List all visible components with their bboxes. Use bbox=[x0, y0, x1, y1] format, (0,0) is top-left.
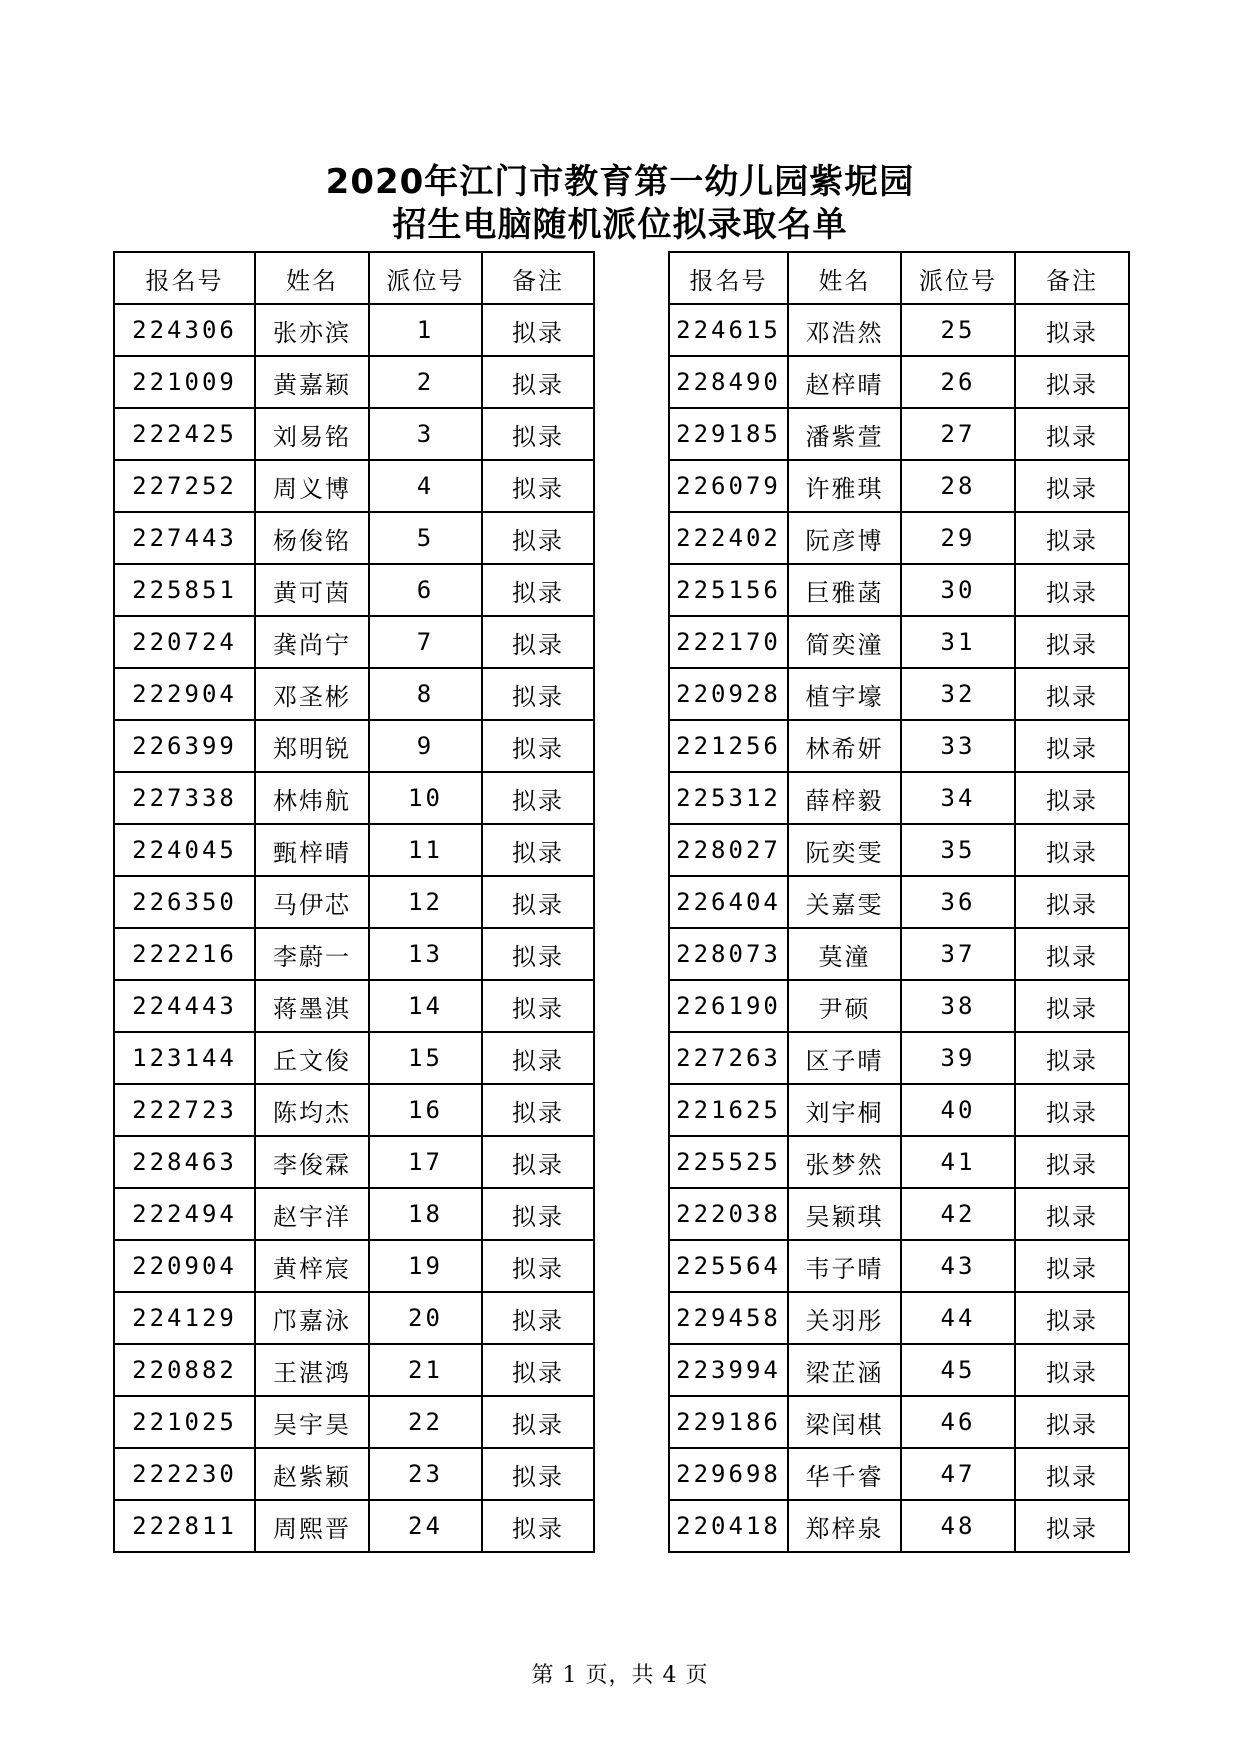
table-row bbox=[114, 876, 594, 928]
lottery-no-cell: 35 bbox=[901, 824, 1015, 876]
student-name-cell: 阮彦博 bbox=[788, 512, 901, 564]
student-name-cell: 吴颖琪 bbox=[788, 1188, 901, 1240]
admission-table-left bbox=[113, 251, 595, 1553]
table-row bbox=[669, 1396, 1129, 1448]
table-row bbox=[669, 824, 1129, 876]
registration-no-cell: 228027 bbox=[669, 824, 788, 876]
remarks-cell: 拟录 bbox=[482, 356, 594, 408]
student-name-cell: 陈均杰 bbox=[255, 1084, 369, 1136]
table-row bbox=[669, 408, 1129, 460]
lottery-no-cell: 30 bbox=[901, 564, 1015, 616]
remarks-cell: 拟录 bbox=[1015, 928, 1129, 980]
registration-no-cell: 220928 bbox=[669, 668, 788, 720]
remarks-cell: 拟录 bbox=[482, 980, 594, 1032]
lottery-no-cell: 5 bbox=[369, 512, 482, 564]
student-name-cell: 植宇壕 bbox=[788, 668, 901, 720]
table-row bbox=[114, 356, 594, 408]
table-row bbox=[669, 1292, 1129, 1344]
student-name-cell: 王湛鸿 bbox=[255, 1344, 369, 1396]
registration-no-cell: 221025 bbox=[114, 1396, 255, 1448]
table-row bbox=[669, 616, 1129, 668]
lottery-no-cell: 7 bbox=[369, 616, 482, 668]
lottery-no-cell: 13 bbox=[369, 928, 482, 980]
lottery-no-cell: 44 bbox=[901, 1292, 1015, 1344]
student-name-cell: 郑梓泉 bbox=[788, 1500, 901, 1552]
remarks-cell: 拟录 bbox=[1015, 564, 1129, 616]
table-row bbox=[114, 668, 594, 720]
student-name-cell: 刘易铭 bbox=[255, 408, 369, 460]
lottery-no-cell: 48 bbox=[901, 1500, 1015, 1552]
student-name-cell: 周熙晋 bbox=[255, 1500, 369, 1552]
student-name-cell: 韦子晴 bbox=[788, 1240, 901, 1292]
remarks-cell: 拟录 bbox=[1015, 356, 1129, 408]
registration-no-cell: 228463 bbox=[114, 1136, 255, 1188]
remarks-cell: 拟录 bbox=[482, 304, 594, 356]
table-row bbox=[669, 668, 1129, 720]
table-row bbox=[114, 1448, 594, 1500]
table-row bbox=[114, 408, 594, 460]
lottery-no-cell: 28 bbox=[901, 460, 1015, 512]
lottery-no-cell: 38 bbox=[901, 980, 1015, 1032]
table-row bbox=[114, 1500, 594, 1552]
lottery-no-cell: 11 bbox=[369, 824, 482, 876]
remarks-cell: 拟录 bbox=[1015, 668, 1129, 720]
lottery-no-cell: 24 bbox=[369, 1500, 482, 1552]
lottery-no-cell: 21 bbox=[369, 1344, 482, 1396]
table-row bbox=[114, 824, 594, 876]
registration-no-cell: 225564 bbox=[669, 1240, 788, 1292]
lottery-no-cell: 10 bbox=[369, 772, 482, 824]
lottery-no-cell: 17 bbox=[369, 1136, 482, 1188]
registration-no-cell: 222811 bbox=[114, 1500, 255, 1552]
registration-no-cell: 221009 bbox=[114, 356, 255, 408]
remarks-cell: 拟录 bbox=[1015, 1396, 1129, 1448]
table-row bbox=[114, 772, 594, 824]
registration-no-cell: 229458 bbox=[669, 1292, 788, 1344]
registration-no-cell: 224443 bbox=[114, 980, 255, 1032]
student-name-cell: 郑明锐 bbox=[255, 720, 369, 772]
registration-no-cell: 227252 bbox=[114, 460, 255, 512]
table-row bbox=[114, 616, 594, 668]
table-row bbox=[114, 1396, 594, 1448]
registration-no-cell: 222230 bbox=[114, 1448, 255, 1500]
registration-no-cell: 225525 bbox=[669, 1136, 788, 1188]
registration-no-cell: 227263 bbox=[669, 1032, 788, 1084]
registration-no-cell: 223994 bbox=[669, 1344, 788, 1396]
registration-no-cell: 123144 bbox=[114, 1032, 255, 1084]
lottery-no-cell: 47 bbox=[901, 1448, 1015, 1500]
table-row bbox=[669, 1084, 1129, 1136]
table-row bbox=[669, 772, 1129, 824]
table-row bbox=[114, 720, 594, 772]
registration-no-cell: 225312 bbox=[669, 772, 788, 824]
registration-no-cell: 222038 bbox=[669, 1188, 788, 1240]
table-row bbox=[114, 1084, 594, 1136]
remarks-cell: 拟录 bbox=[482, 772, 594, 824]
lottery-no-cell: 22 bbox=[369, 1396, 482, 1448]
remarks-cell: 拟录 bbox=[482, 564, 594, 616]
student-name-cell: 李俊霖 bbox=[255, 1136, 369, 1188]
table-row bbox=[669, 1448, 1129, 1500]
remarks-cell: 拟录 bbox=[482, 1188, 594, 1240]
student-name-cell: 潘紫萱 bbox=[788, 408, 901, 460]
student-name-cell: 吴宇昊 bbox=[255, 1396, 369, 1448]
lottery-no-cell: 33 bbox=[901, 720, 1015, 772]
student-name-cell: 简奕潼 bbox=[788, 616, 901, 668]
table-row bbox=[114, 1292, 594, 1344]
remarks-cell: 拟录 bbox=[1015, 1344, 1129, 1396]
student-name-cell: 关羽彤 bbox=[788, 1292, 901, 1344]
column-header-lottery-no: 派位号 bbox=[369, 252, 482, 304]
remarks-cell: 拟录 bbox=[482, 1500, 594, 1552]
remarks-cell: 拟录 bbox=[482, 1344, 594, 1396]
registration-no-cell: 221256 bbox=[669, 720, 788, 772]
student-name-cell: 龚尚宁 bbox=[255, 616, 369, 668]
table-row bbox=[114, 1188, 594, 1240]
remarks-cell: 拟录 bbox=[1015, 772, 1129, 824]
registration-no-cell: 228490 bbox=[669, 356, 788, 408]
table-row bbox=[114, 980, 594, 1032]
lottery-no-cell: 45 bbox=[901, 1344, 1015, 1396]
lottery-no-cell: 41 bbox=[901, 1136, 1015, 1188]
lottery-no-cell: 31 bbox=[901, 616, 1015, 668]
remarks-cell: 拟录 bbox=[482, 1396, 594, 1448]
lottery-no-cell: 32 bbox=[901, 668, 1015, 720]
lottery-no-cell: 26 bbox=[901, 356, 1015, 408]
lottery-no-cell: 15 bbox=[369, 1032, 482, 1084]
remarks-cell: 拟录 bbox=[482, 408, 594, 460]
remarks-cell: 拟录 bbox=[1015, 1500, 1129, 1552]
student-name-cell: 梁芷涵 bbox=[788, 1344, 901, 1396]
lottery-no-cell: 39 bbox=[901, 1032, 1015, 1084]
remarks-cell: 拟录 bbox=[482, 668, 594, 720]
student-name-cell: 阮奕雯 bbox=[788, 824, 901, 876]
student-name-cell: 刘宇桐 bbox=[788, 1084, 901, 1136]
table-row bbox=[669, 1240, 1129, 1292]
table-row bbox=[114, 1240, 594, 1292]
lottery-no-cell: 20 bbox=[369, 1292, 482, 1344]
remarks-cell: 拟录 bbox=[482, 1032, 594, 1084]
student-name-cell: 林炜航 bbox=[255, 772, 369, 824]
student-name-cell: 梁闰棋 bbox=[788, 1396, 901, 1448]
column-header-remarks: 备注 bbox=[482, 252, 594, 304]
table-row bbox=[114, 1136, 594, 1188]
lottery-no-cell: 3 bbox=[369, 408, 482, 460]
lottery-no-cell: 25 bbox=[901, 304, 1015, 356]
remarks-cell: 拟录 bbox=[482, 460, 594, 512]
remarks-cell: 拟录 bbox=[1015, 460, 1129, 512]
student-name-cell: 周义博 bbox=[255, 460, 369, 512]
student-name-cell: 黄梓宸 bbox=[255, 1240, 369, 1292]
student-name-cell: 区子晴 bbox=[788, 1032, 901, 1084]
registration-no-cell: 229698 bbox=[669, 1448, 788, 1500]
table-row bbox=[114, 304, 594, 356]
remarks-cell: 拟录 bbox=[482, 1084, 594, 1136]
remarks-cell: 拟录 bbox=[482, 1136, 594, 1188]
lottery-no-cell: 4 bbox=[369, 460, 482, 512]
lottery-no-cell: 12 bbox=[369, 876, 482, 928]
table-row bbox=[114, 460, 594, 512]
lottery-no-cell: 8 bbox=[369, 668, 482, 720]
table-header-row bbox=[669, 252, 1129, 304]
registration-no-cell: 225851 bbox=[114, 564, 255, 616]
table-row bbox=[669, 720, 1129, 772]
remarks-cell: 拟录 bbox=[1015, 616, 1129, 668]
student-name-cell: 丘文俊 bbox=[255, 1032, 369, 1084]
registration-no-cell: 226190 bbox=[669, 980, 788, 1032]
student-name-cell: 薛梓毅 bbox=[788, 772, 901, 824]
student-name-cell: 邓圣彬 bbox=[255, 668, 369, 720]
registration-no-cell: 227338 bbox=[114, 772, 255, 824]
table-row bbox=[669, 876, 1129, 928]
lottery-no-cell: 40 bbox=[901, 1084, 1015, 1136]
remarks-cell: 拟录 bbox=[1015, 1188, 1129, 1240]
column-header-registration-no: 报名号 bbox=[669, 252, 788, 304]
table-row bbox=[114, 1344, 594, 1396]
lottery-no-cell: 16 bbox=[369, 1084, 482, 1136]
registration-no-cell: 224615 bbox=[669, 304, 788, 356]
remarks-cell: 拟录 bbox=[1015, 1448, 1129, 1500]
remarks-cell: 拟录 bbox=[1015, 408, 1129, 460]
remarks-cell: 拟录 bbox=[1015, 512, 1129, 564]
remarks-cell: 拟录 bbox=[1015, 1084, 1129, 1136]
admission-table-right bbox=[668, 251, 1130, 1553]
remarks-cell: 拟录 bbox=[1015, 1032, 1129, 1084]
table-row bbox=[669, 980, 1129, 1032]
student-name-cell: 邓浩然 bbox=[788, 304, 901, 356]
registration-no-cell: 220724 bbox=[114, 616, 255, 668]
table-row bbox=[669, 1032, 1129, 1084]
table-row bbox=[669, 356, 1129, 408]
registration-no-cell: 221625 bbox=[669, 1084, 788, 1136]
student-name-cell: 张梦然 bbox=[788, 1136, 901, 1188]
student-name-cell: 尹硕 bbox=[788, 980, 901, 1032]
registration-no-cell: 228073 bbox=[669, 928, 788, 980]
lottery-no-cell: 18 bbox=[369, 1188, 482, 1240]
lottery-no-cell: 29 bbox=[901, 512, 1015, 564]
student-name-cell: 张亦滨 bbox=[255, 304, 369, 356]
lottery-no-cell: 36 bbox=[901, 876, 1015, 928]
student-name-cell: 华千睿 bbox=[788, 1448, 901, 1500]
student-name-cell: 莫潼 bbox=[788, 928, 901, 980]
student-name-cell: 巨雅菡 bbox=[788, 564, 901, 616]
registration-no-cell: 226079 bbox=[669, 460, 788, 512]
table-row bbox=[669, 460, 1129, 512]
registration-no-cell: 229186 bbox=[669, 1396, 788, 1448]
student-name-cell: 黄嘉颖 bbox=[255, 356, 369, 408]
registration-no-cell: 224306 bbox=[114, 304, 255, 356]
remarks-cell: 拟录 bbox=[1015, 720, 1129, 772]
registration-no-cell: 222425 bbox=[114, 408, 255, 460]
lottery-no-cell: 43 bbox=[901, 1240, 1015, 1292]
registration-no-cell: 229185 bbox=[669, 408, 788, 460]
remarks-cell: 拟录 bbox=[482, 616, 594, 668]
student-name-cell: 李蔚一 bbox=[255, 928, 369, 980]
student-name-cell: 蒋墨淇 bbox=[255, 980, 369, 1032]
student-name-cell: 关嘉雯 bbox=[788, 876, 901, 928]
table-row bbox=[114, 928, 594, 980]
lottery-no-cell: 27 bbox=[901, 408, 1015, 460]
lottery-no-cell: 2 bbox=[369, 356, 482, 408]
column-header-lottery-no: 派位号 bbox=[901, 252, 1015, 304]
registration-no-cell: 227443 bbox=[114, 512, 255, 564]
registration-no-cell: 222402 bbox=[669, 512, 788, 564]
table-row bbox=[669, 1188, 1129, 1240]
student-name-cell: 邝嘉泳 bbox=[255, 1292, 369, 1344]
registration-no-cell: 220904 bbox=[114, 1240, 255, 1292]
registration-no-cell: 220882 bbox=[114, 1344, 255, 1396]
table-row bbox=[114, 564, 594, 616]
lottery-no-cell: 37 bbox=[901, 928, 1015, 980]
remarks-cell: 拟录 bbox=[482, 1292, 594, 1344]
document-title-line-2: 招生电脑随机派位拟录取名单 bbox=[392, 205, 848, 245]
lottery-no-cell: 23 bbox=[369, 1448, 482, 1500]
lottery-no-cell: 9 bbox=[369, 720, 482, 772]
student-name-cell: 赵宇洋 bbox=[255, 1188, 369, 1240]
lottery-no-cell: 6 bbox=[369, 564, 482, 616]
remarks-cell: 拟录 bbox=[1015, 1292, 1129, 1344]
registration-no-cell: 222904 bbox=[114, 668, 255, 720]
lottery-no-cell: 19 bbox=[369, 1240, 482, 1292]
table-row bbox=[669, 512, 1129, 564]
table-row bbox=[669, 1344, 1129, 1396]
registration-no-cell: 224045 bbox=[114, 824, 255, 876]
table-header-row bbox=[114, 252, 594, 304]
remarks-cell: 拟录 bbox=[482, 824, 594, 876]
lottery-no-cell: 34 bbox=[901, 772, 1015, 824]
student-name-cell: 甄梓晴 bbox=[255, 824, 369, 876]
lottery-no-cell: 1 bbox=[369, 304, 482, 356]
registration-no-cell: 222723 bbox=[114, 1084, 255, 1136]
table-row bbox=[114, 512, 594, 564]
registration-no-cell: 222170 bbox=[669, 616, 788, 668]
student-name-cell: 赵紫颖 bbox=[255, 1448, 369, 1500]
table-row bbox=[669, 928, 1129, 980]
remarks-cell: 拟录 bbox=[482, 928, 594, 980]
table-row bbox=[669, 564, 1129, 616]
table-row bbox=[669, 1500, 1129, 1552]
column-header-remarks: 备注 bbox=[1015, 252, 1129, 304]
lottery-no-cell: 42 bbox=[901, 1188, 1015, 1240]
lottery-no-cell: 14 bbox=[369, 980, 482, 1032]
registration-no-cell: 226350 bbox=[114, 876, 255, 928]
student-name-cell: 林希妍 bbox=[788, 720, 901, 772]
remarks-cell: 拟录 bbox=[482, 1448, 594, 1500]
remarks-cell: 拟录 bbox=[482, 876, 594, 928]
remarks-cell: 拟录 bbox=[482, 512, 594, 564]
remarks-cell: 拟录 bbox=[482, 720, 594, 772]
registration-no-cell: 222494 bbox=[114, 1188, 255, 1240]
student-name-cell: 赵梓晴 bbox=[788, 356, 901, 408]
column-header-registration-no: 报名号 bbox=[114, 252, 255, 304]
remarks-cell: 拟录 bbox=[1015, 1240, 1129, 1292]
student-name-cell: 黄可茵 bbox=[255, 564, 369, 616]
remarks-cell: 拟录 bbox=[1015, 980, 1129, 1032]
page-footer: 第 1 页，共 4 页 bbox=[531, 1663, 709, 1688]
registration-no-cell: 226399 bbox=[114, 720, 255, 772]
registration-no-cell: 220418 bbox=[669, 1500, 788, 1552]
remarks-cell: 拟录 bbox=[1015, 304, 1129, 356]
registration-no-cell: 226404 bbox=[669, 876, 788, 928]
column-header-name: 姓名 bbox=[255, 252, 369, 304]
remarks-cell: 拟录 bbox=[1015, 1136, 1129, 1188]
registration-no-cell: 222216 bbox=[114, 928, 255, 980]
lottery-no-cell: 46 bbox=[901, 1396, 1015, 1448]
registration-no-cell: 225156 bbox=[669, 564, 788, 616]
student-name-cell: 许雅琪 bbox=[788, 460, 901, 512]
table-row bbox=[114, 1032, 594, 1084]
remarks-cell: 拟录 bbox=[1015, 876, 1129, 928]
table-row bbox=[669, 304, 1129, 356]
column-header-name: 姓名 bbox=[788, 252, 901, 304]
student-name-cell: 马伊芯 bbox=[255, 876, 369, 928]
table-row bbox=[669, 1136, 1129, 1188]
registration-no-cell: 224129 bbox=[114, 1292, 255, 1344]
student-name-cell: 杨俊铭 bbox=[255, 512, 369, 564]
remarks-cell: 拟录 bbox=[482, 1240, 594, 1292]
document-title-line-1: 2020年江门市教育第一幼儿园紫坭园 bbox=[325, 162, 915, 202]
remarks-cell: 拟录 bbox=[1015, 824, 1129, 876]
